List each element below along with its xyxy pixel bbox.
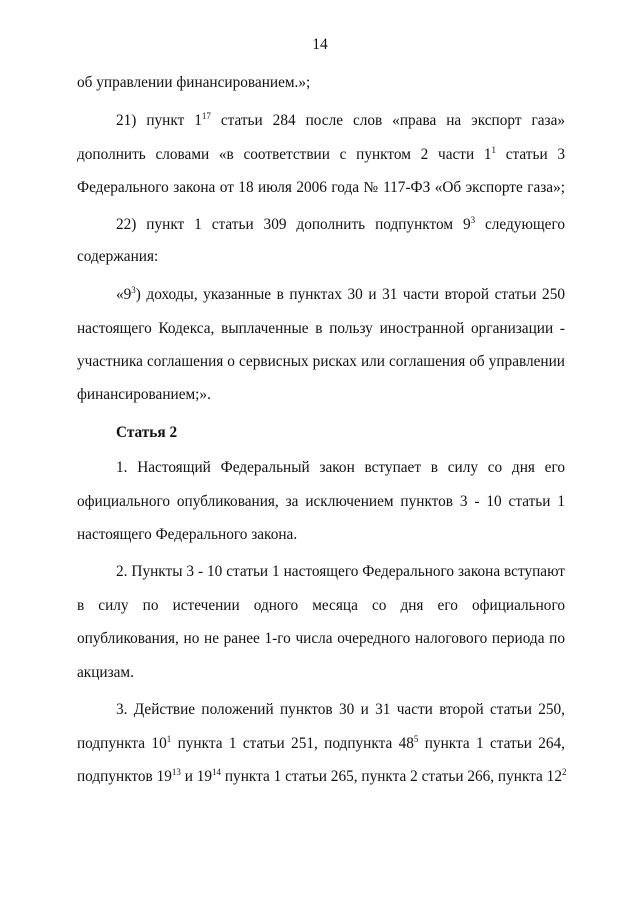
text-line	[116, 216, 565, 234]
text-run: официального опубликования, за исключением пунктов 3 - 10 статьи 1	[77, 493, 565, 510]
text-run: Федерального закона от 18 июля 2006 года № 117-ФЗ «Об экспорте газа»;	[77, 179, 565, 196]
text-line	[116, 286, 565, 304]
text-line	[77, 146, 565, 164]
text-line	[77, 353, 565, 371]
text-run: Статья 2	[116, 424, 178, 441]
text-run: участника соглашения о сервисных рисках или соглашения об управлении	[77, 353, 565, 370]
text-run: пункта 1 статьи 264,	[418, 735, 565, 752]
text-run: в силу по истечении одного месяца со дня его официального	[77, 597, 565, 614]
text-run: 21) пункт 1	[116, 112, 202, 129]
text-run: дополнить словами «в соответствии с пунктом 2 части 1	[77, 146, 492, 163]
superscript: 2	[561, 767, 567, 777]
text-run: статьи 284 после слов «права на экспорт газа»	[210, 112, 566, 129]
superscript: 3	[470, 215, 476, 225]
text-line	[116, 563, 565, 581]
text-run: подпунктов 19	[77, 768, 172, 785]
text-run: 1. Настоящий Федеральный закон вступает в силу со дня его	[116, 459, 565, 476]
text-line	[116, 112, 565, 130]
superscript: 5	[413, 734, 419, 744]
superscript: 13	[171, 767, 181, 777]
text-line	[77, 735, 565, 753]
text-run: следующего	[475, 216, 565, 233]
text-run: статьи 3	[496, 146, 565, 163]
text-run: и 19	[180, 768, 213, 785]
text-run: финансированием;».	[77, 386, 211, 403]
text-line	[77, 74, 565, 92]
text-run: ) доходы, указанные в пунктах 30 и 31 части второй статьи 250	[135, 286, 565, 303]
text-run: пункта 1 статьи 265, пункта 2 статьи 266, пункта 12	[221, 768, 562, 785]
superscript: 1	[491, 145, 497, 155]
text-run: 3. Действие положений пунктов 30 и 31 части второй статьи 250,	[116, 701, 565, 718]
superscript: 3	[131, 285, 136, 295]
superscript: 17	[201, 111, 211, 121]
text-line	[77, 526, 565, 544]
text-line	[77, 320, 565, 338]
text-line	[116, 701, 565, 719]
text-run: «9	[116, 286, 132, 303]
text-run: 22) пункт 1 статьи 309 дополнить подпунктом 9	[116, 216, 471, 233]
text-line	[77, 386, 565, 404]
text-line	[77, 179, 565, 197]
text-run: об управлении финансированием.»;	[77, 74, 311, 91]
text-run: настоящего Федерального закона.	[77, 526, 298, 543]
text-line	[77, 493, 565, 511]
text-line	[77, 630, 565, 648]
text-run: подпункта 10	[77, 735, 167, 752]
text-run: содержания:	[77, 248, 159, 265]
superscript: 1	[166, 734, 172, 744]
text-run: настоящего Кодекса, выплаченные в пользу иностранной организации -	[77, 320, 565, 337]
text-line	[77, 768, 565, 786]
text-line	[77, 597, 565, 615]
text-run: акцизам.	[77, 664, 134, 681]
text-run: опубликования, но не ранее 1-го числа очередного налогового периода по	[77, 630, 565, 647]
text-run: 2. Пункты 3 - 10 статьи 1 настоящего Федерального закона вступают	[116, 563, 565, 580]
text-run: пункта 1 статьи 251, подпункта 48	[171, 735, 414, 752]
page-number: 14	[312, 36, 328, 53]
text-line	[77, 664, 565, 682]
text-line	[116, 459, 565, 477]
article-heading	[116, 424, 565, 442]
text-line	[77, 248, 565, 266]
superscript: 14	[212, 767, 222, 777]
